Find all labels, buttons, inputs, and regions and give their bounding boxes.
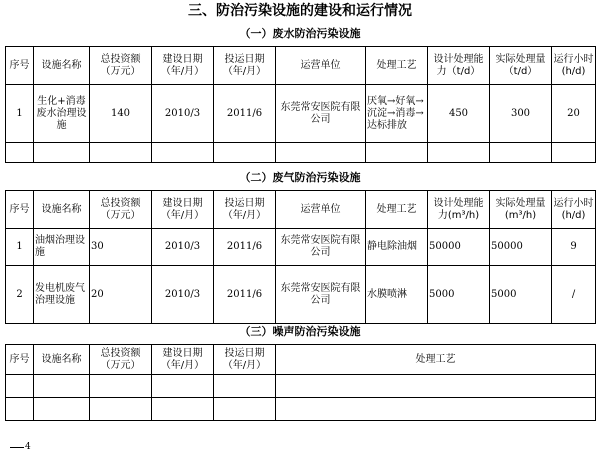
table-cell — [152, 398, 214, 421]
col-header: 设施名称 — [34, 345, 90, 375]
table-cell: 1 — [6, 229, 34, 266]
page-number: 4 — [25, 442, 31, 452]
col-header: 总投资额（万元） — [90, 345, 152, 375]
table-row — [6, 398, 596, 421]
table-cell: 5000 — [428, 266, 490, 324]
col-header: 设施名称 — [34, 191, 90, 229]
table-cell: 300 — [490, 85, 552, 143]
wastewater-subtitle: （一）废水防治污染设施 — [239, 27, 361, 40]
table-cell — [214, 143, 276, 163]
waste-gas-table — [5, 190, 596, 324]
col-header: 总投资额（万元） — [90, 47, 152, 85]
table-cell — [428, 143, 490, 163]
col-header: 建设日期（年/月） — [152, 191, 214, 229]
table-cell — [152, 143, 214, 163]
table-row — [6, 375, 596, 398]
table-cell — [366, 143, 428, 163]
table-cell: 2010/3 — [152, 229, 214, 266]
waste-gas-subtitle: （二）废气防治污染设施 — [239, 171, 361, 184]
table-cell: 5000 — [490, 266, 552, 324]
table-cell — [6, 143, 34, 163]
table-cell: 水膜喷淋 — [366, 266, 428, 324]
table-cell: 东莞常安医院有限公司 — [276, 266, 366, 324]
table-cell: 东莞常安医院有限公司 — [276, 85, 366, 143]
table-cell: 2011/6 — [214, 266, 276, 324]
table-cell — [214, 398, 276, 421]
col-header: 建设日期（年/月） — [152, 345, 214, 375]
table-cell — [90, 398, 152, 421]
table-row — [6, 85, 596, 143]
wastewater-header-row — [6, 47, 596, 85]
table-cell: 30 — [90, 229, 152, 266]
table-cell: 1 — [6, 85, 34, 143]
col-header: 序号 — [6, 345, 34, 375]
col-header: 运行小时(h/d) — [552, 191, 596, 229]
table-row — [6, 266, 596, 324]
table-cell — [34, 143, 90, 163]
table-cell: 2 — [6, 266, 34, 324]
col-header: 运营单位 — [276, 191, 366, 229]
col-header: 设计处理能力（t/d） — [428, 47, 490, 85]
col-header: 处理工艺 — [366, 191, 428, 229]
table-cell — [152, 375, 214, 398]
table-cell: 东莞常安医院有限公司 — [276, 229, 366, 266]
table-cell — [276, 398, 596, 421]
table-cell: 450 — [428, 85, 490, 143]
col-header: 建设日期（年/月） — [152, 47, 214, 85]
table-cell: 厌氧→好氧→沉淀→消毒→达标排放 — [366, 85, 428, 143]
table-cell — [276, 375, 596, 398]
col-header: 序号 — [6, 191, 34, 229]
table-cell: 2010/3 — [152, 85, 214, 143]
col-header: 运行小时(h/d) — [552, 47, 596, 85]
noise-table — [5, 344, 596, 421]
noise-subtitle: （三）噪声防治污染设施 — [239, 325, 361, 338]
col-header: 投运日期（年/月） — [214, 47, 276, 85]
table-row — [6, 143, 596, 163]
col-header: 投运日期（年/月） — [214, 345, 276, 375]
table-cell: 静电除油烟 — [366, 229, 428, 266]
table-cell: 9 — [552, 229, 596, 266]
col-header: 设施名称 — [34, 47, 90, 85]
table-cell — [276, 143, 366, 163]
table-cell: 2011/6 — [214, 229, 276, 266]
page-title: 三、防治污染设施的建设和运行情况 — [188, 3, 412, 19]
col-header: 处理工艺 — [276, 345, 596, 375]
table-cell: 50000 — [490, 229, 552, 266]
col-header: 设计处理能力(m³/h) — [428, 191, 490, 229]
table-cell: 油烟治理设施 — [34, 229, 90, 266]
col-header: 实际处理量(m³/h) — [490, 191, 552, 229]
waste-gas-header-row — [6, 191, 596, 229]
col-header: 处理工艺 — [366, 47, 428, 85]
table-cell: 发电机废气治理设施 — [34, 266, 90, 324]
wastewater-table — [5, 46, 596, 163]
table-cell: 生化+消毒废水治理设施 — [34, 85, 90, 143]
table-cell: 140 — [90, 85, 152, 143]
page-number-rule — [10, 447, 24, 448]
table-cell — [6, 398, 34, 421]
table-cell — [552, 143, 596, 163]
col-header: 总投资额（万元） — [90, 191, 152, 229]
col-header: 运营单位 — [276, 47, 366, 85]
table-cell — [90, 143, 152, 163]
table-cell: 50000 — [428, 229, 490, 266]
table-cell: / — [552, 266, 596, 324]
table-cell — [34, 375, 90, 398]
col-header: 投运日期（年/月） — [214, 191, 276, 229]
table-cell — [6, 375, 34, 398]
table-cell: 20 — [90, 266, 152, 324]
table-cell: 2010/3 — [152, 266, 214, 324]
table-cell: 20 — [552, 85, 596, 143]
table-row — [6, 229, 596, 266]
table-cell — [34, 398, 90, 421]
table-cell — [90, 375, 152, 398]
table-cell: 2011/6 — [214, 85, 276, 143]
table-cell — [490, 143, 552, 163]
noise-header-row — [6, 345, 596, 375]
table-cell — [214, 375, 276, 398]
col-header: 序号 — [6, 47, 34, 85]
col-header: 实际处理量（t/d） — [490, 47, 552, 85]
